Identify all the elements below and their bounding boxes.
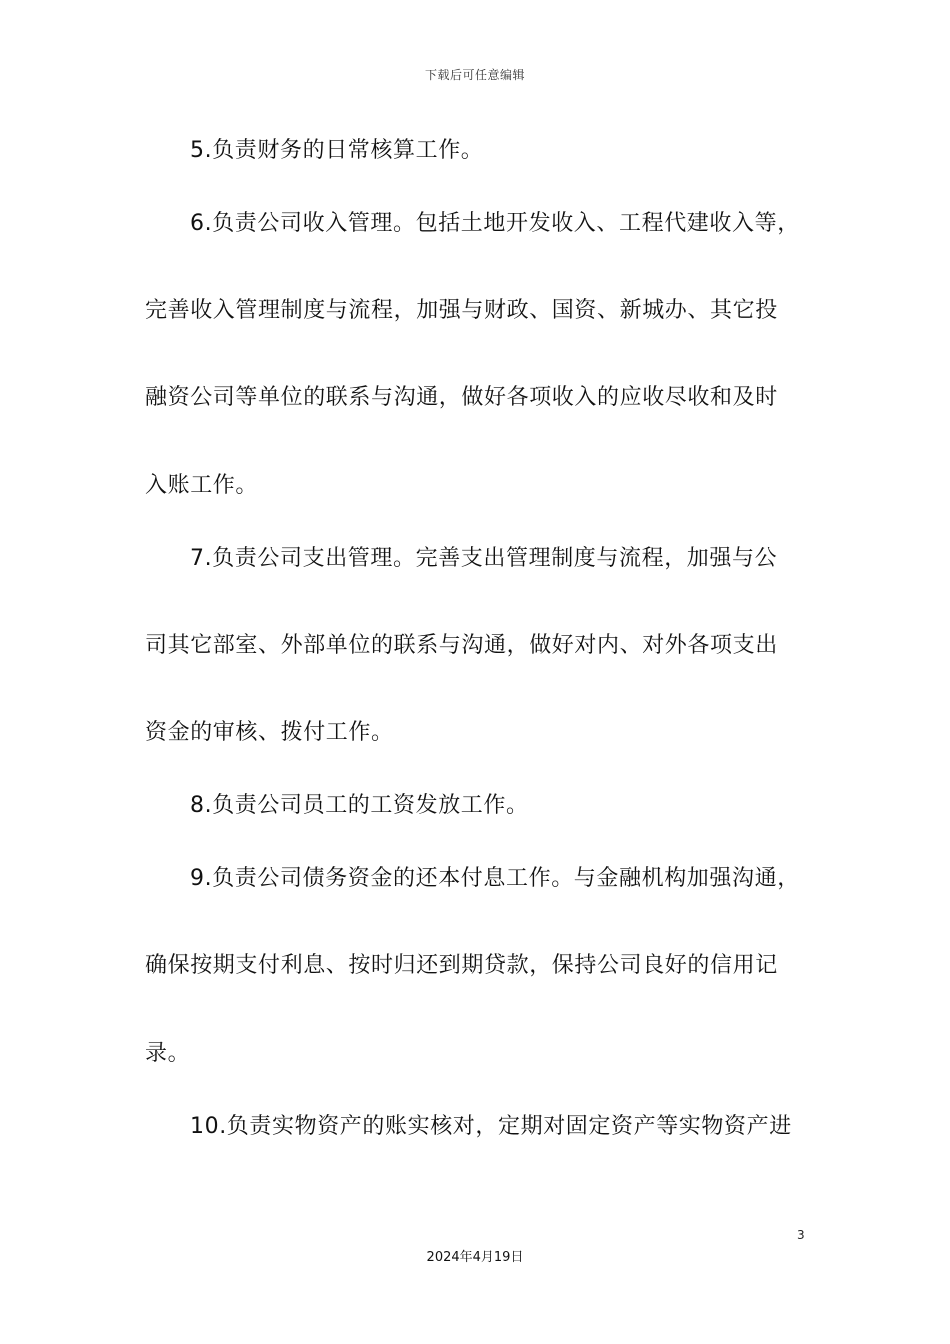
paragraph-line-item-5: 5.负责财务的日常核算工作。: [190, 138, 484, 163]
paragraph-line-item-10: 10.负责实物资产的账实核对，定期对固定资产等实物资产进: [190, 1114, 792, 1139]
paragraph-line: 确保按期支付利息、按时归还到期贷款，保持公司良好的信用记: [145, 953, 778, 978]
paragraph-line: 融资公司等单位的联系与沟通，做好各项收入的应收尽收和及时: [145, 385, 778, 410]
paragraph-line: 司其它部室、外部单位的联系与沟通，做好对内、对外各项支出: [145, 633, 778, 658]
paragraph-line: 资金的审核、拨付工作。: [145, 720, 394, 745]
paragraph-line-item-9: 9.负责公司债务资金的还本付息工作。与金融机构加强沟通，: [190, 866, 800, 891]
paragraph-line-item-8: 8.负责公司员工的工资发放工作。: [190, 793, 529, 818]
page-number: 3: [797, 1228, 805, 1242]
paragraph-line-item-6: 6.负责公司收入管理。包括土地开发收入、工程代建收入等，: [190, 211, 800, 236]
paragraph-line: 完善收入管理制度与流程，加强与财政、国资、新城办、其它投: [145, 298, 778, 323]
paragraph-line-item-7: 7.负责公司支出管理。完善支出管理制度与流程，加强与公: [190, 546, 778, 571]
paragraph-line: 入账工作。: [145, 473, 259, 498]
page-date: 2024年4月19日: [426, 1250, 524, 1265]
paragraph-line: 录。: [145, 1041, 191, 1066]
page-header: 下载后可任意编辑: [424, 68, 525, 82]
